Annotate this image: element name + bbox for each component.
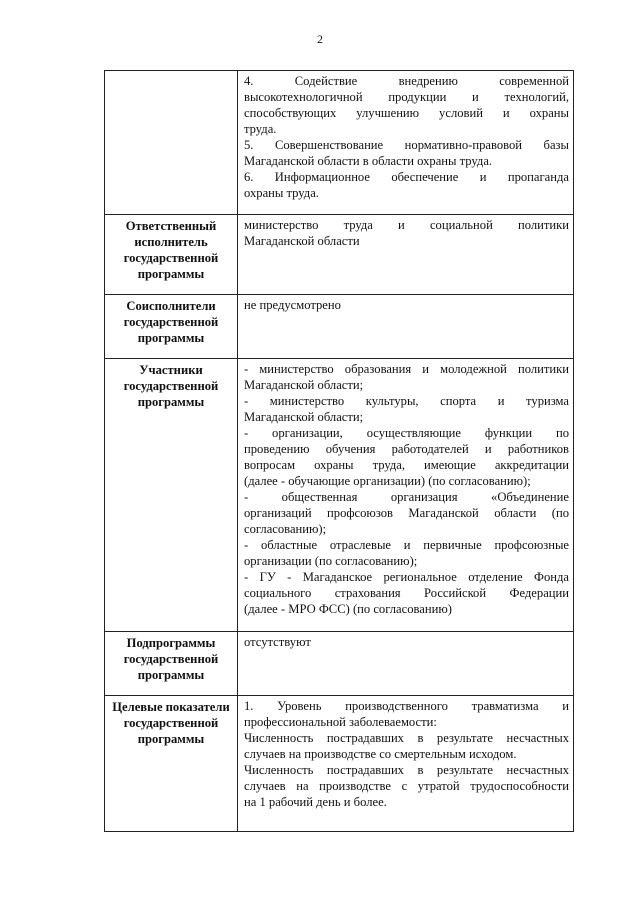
row-label	[105, 632, 238, 696]
value-paragraph	[244, 217, 569, 249]
row-value	[238, 295, 574, 359]
value-line: - общественная организация «Объединение	[244, 490, 569, 504]
row-label-line: программы	[137, 395, 205, 409]
value-line: охраны труда.	[244, 186, 319, 200]
value-line: профессиональной заболеваемости:	[244, 715, 437, 729]
value-line: министерство труда и социальной политики	[244, 218, 569, 232]
value-line: Численность пострадавших в результате несчастных	[244, 731, 569, 745]
value-line: 5. Совершенствование нормативно-правовой базы	[244, 138, 569, 152]
value-line: социального страхования Российской Федерации	[244, 586, 569, 600]
row-label	[105, 71, 238, 215]
value-line: 4. Содействие внедрению современной	[244, 74, 569, 88]
value-line: Магаданской области в области охраны труда.	[244, 154, 493, 168]
value-line: 1. Уровень производственного травматизма и	[244, 699, 569, 713]
value-line: (далее - МРО ФСС) (по согласованию)	[244, 602, 452, 616]
row-label-line: государственной	[123, 251, 219, 265]
value-line: случаев на производстве с утратой трудоспособности	[244, 779, 569, 793]
value-paragraph	[244, 698, 569, 730]
value-line: организаций профсоюзов Магаданской области (по	[244, 506, 569, 520]
value-paragraph	[244, 73, 569, 137]
row-label-line: программы	[137, 331, 205, 345]
row-label	[105, 215, 238, 295]
row-value	[238, 215, 574, 295]
value-line: - ГУ - Магаданское региональное отделение Фонда	[244, 570, 569, 584]
row-label-line: государственной	[123, 652, 219, 666]
value-line: труда.	[244, 122, 277, 136]
table-row	[105, 215, 574, 295]
row-label-line: Соисполнители	[126, 299, 216, 313]
value-line: - министерство образования и молодежной политики	[244, 362, 569, 376]
value-line: (далее - обучающие организации) (по согласованию);	[244, 474, 531, 488]
table-row	[105, 295, 574, 359]
row-label-line: программы	[137, 267, 205, 281]
row-value	[238, 696, 574, 832]
value-paragraph	[244, 730, 569, 762]
row-label-line: программы	[137, 668, 205, 682]
row-label-line: государственной	[123, 315, 219, 329]
value-paragraph	[244, 425, 569, 489]
table-row	[105, 71, 574, 215]
row-label	[105, 295, 238, 359]
value-line: высокотехнологичной продукции и технологий,	[244, 90, 569, 104]
value-line: Численность пострадавших в результате несчастных	[244, 763, 569, 777]
value-line: проведению обучения работодателей и работников	[244, 442, 569, 456]
row-label-line: государственной	[123, 379, 219, 393]
table-row	[105, 696, 574, 832]
row-label	[105, 359, 238, 632]
value-line: 6. Информационное обеспечение и пропаганда	[244, 170, 569, 184]
page-number: 2	[317, 32, 323, 46]
value-line: вопросам охраны труда, имеющие аккредитации	[244, 458, 569, 472]
value-line: отсутствуют	[244, 635, 311, 649]
value-paragraph	[244, 634, 569, 650]
table-row	[105, 632, 574, 696]
value-paragraph	[244, 169, 569, 201]
value-paragraph	[244, 137, 569, 169]
row-label-line: государственной	[123, 716, 219, 730]
value-paragraph	[244, 762, 569, 810]
value-paragraph	[244, 569, 569, 617]
value-line: организации (по согласованию);	[244, 554, 418, 568]
value-line: согласованию);	[244, 522, 327, 536]
value-paragraph	[244, 393, 569, 425]
program-passport-table	[104, 70, 574, 832]
value-line: на 1 рабочий день и более.	[244, 795, 387, 809]
row-label-line: исполнитель	[134, 235, 208, 249]
row-value	[238, 71, 574, 215]
value-line: - организации, осуществляющие функции по	[244, 426, 569, 440]
row-label	[105, 696, 238, 832]
row-label-line: программы	[137, 732, 205, 746]
value-paragraph	[244, 361, 569, 393]
row-value	[238, 632, 574, 696]
value-line: - областные отраслевые и первичные профсоюзные	[244, 538, 569, 552]
value-paragraph	[244, 489, 569, 537]
value-line: Магаданской области;	[244, 410, 364, 424]
row-label-line: Подпрограммы	[126, 636, 216, 650]
row-label-line: Целевые показатели	[112, 700, 230, 714]
value-paragraph	[244, 297, 569, 313]
row-label-line: Ответственный	[125, 219, 217, 233]
value-line: случаев на производстве со смертельным исходом.	[244, 747, 517, 761]
row-label-line: Участники	[139, 363, 203, 377]
value-line: не предусмотрено	[244, 298, 341, 312]
value-line: - министерство культуры, спорта и туризма	[244, 394, 569, 408]
value-paragraph	[244, 537, 569, 569]
value-line: Магаданской области	[244, 234, 360, 248]
value-line: способствующих улучшению условий и охраны	[244, 106, 569, 120]
value-line: Магаданской области;	[244, 378, 364, 392]
table-row	[105, 359, 574, 632]
row-value	[238, 359, 574, 632]
